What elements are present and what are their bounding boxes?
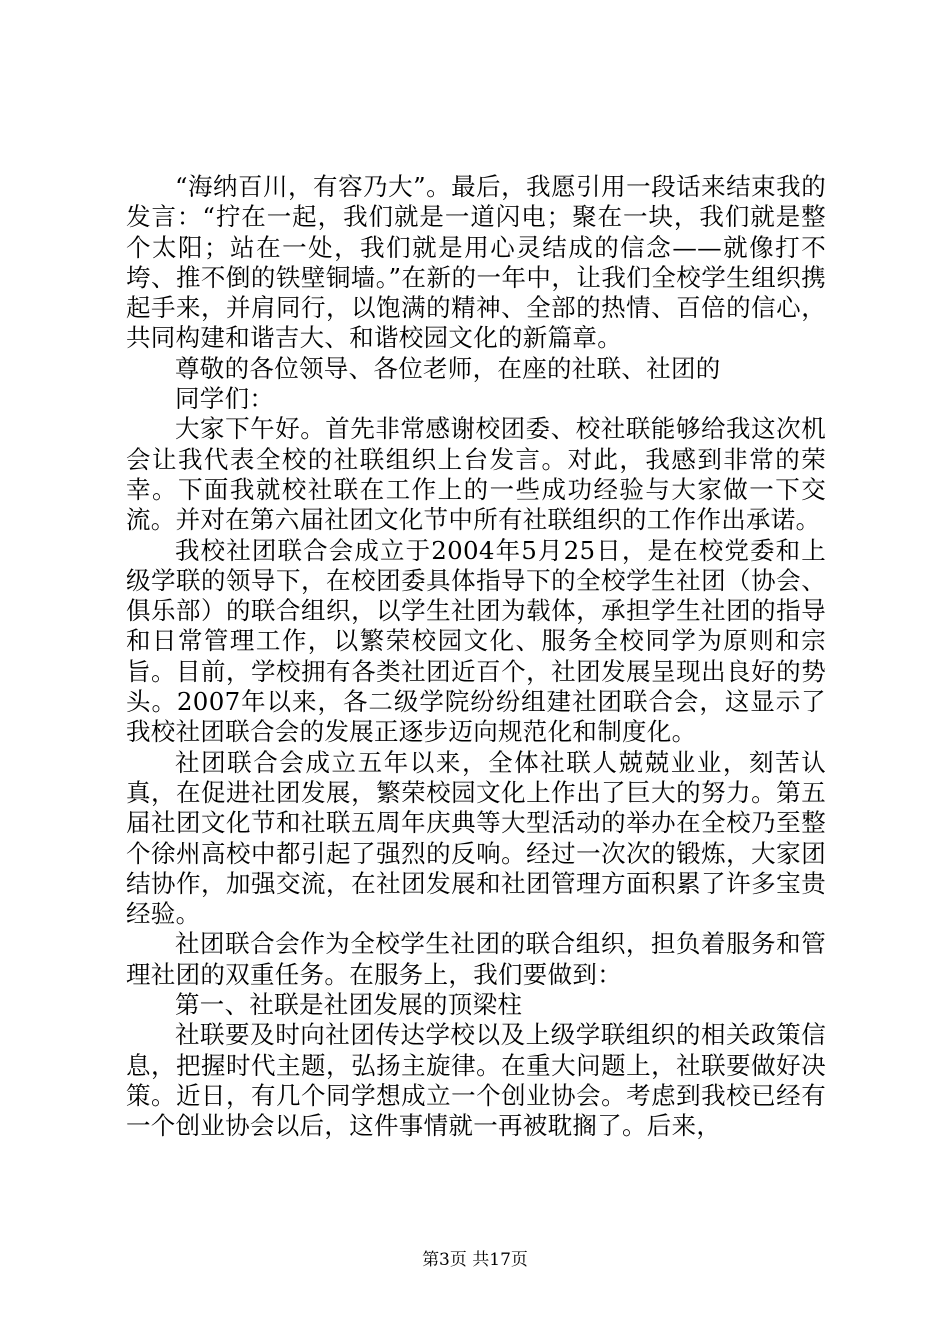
- document-body: [126, 172, 826, 1142]
- page-number-footer: 第3页 共17页: [422, 1250, 528, 1270]
- section-heading-first: 第一、社联是社团发展的顶梁柱: [175, 990, 523, 1020]
- paragraph-greeting: 大家下午好。首先非常感谢校团委、校社联能够给我这次机会让我代表全校的社联组织上台发言。对此，我感到非常的荣幸。下面我就校社联在工作上的一些成功经验与大家做一下交流。并对在第六届社团文化节中所有社联组织的工作作出承诺。: [126, 414, 826, 535]
- paragraph-achievements: 社团联合会成立五年以来，全体社联人兢兢业业，刻苦认真，在促进社团发展，繁荣校园文化上作出了巨大的努力。第五届社团文化节和社联五周年庆典等大型活动的举办在全校乃至整个徐州高校中都引起了强烈的反响。经过一次次的锻炼，大家团结协作，加强交流，在社团发展和社团管理方面积累了许多宝贵经验。: [126, 747, 826, 929]
- paragraph-salutation: 尊敬的各位领导、各位老师，在座的社联、社团的: [175, 353, 721, 383]
- paragraph-closing-quote: “海纳百川，有容乃大”。最后，我愿引用一段话来结束我的发言：“拧在一起，我们就是一道闪电；聚在一块，我们就是整个太阳；站在一处，我们就是用心灵结成的信念——就像打不垮、推不倒的铁壁铜墙。”在新的一年中，让我们全校学生组织携起手来，并肩同行，以饱满的精神、全部的热情、百倍的信心，共同构建和谐吉大、和谐校园文化的新篇章。: [126, 172, 826, 353]
- paragraph-policy: 社联要及时向社团传达学校以及上级学联组织的相关政策信息，把握时代主题，弘扬主旋律。在重大问题上，社联要做好决策。近日，有几个同学想成立一个创业协会。考虑到我校已经有一个创业协会以后，这件事情就一再被耽搁了。后来，: [126, 1020, 826, 1141]
- paragraph-dual-tasks: 社团联合会作为全校学生社团的联合组织，担负着服务和管理社团的双重任务。在服务上，我们要做到：: [126, 929, 826, 989]
- paragraph-salutation-continued: 同学们：: [175, 384, 275, 414]
- paragraph-founding: 我校社团联合会成立于2004年5月25日，是在校党委和上级学联的领导下，在校团委具体指导下的全校学生社团（协会、俱乐部）的联合组织，以学生社团为载体，承担学生社团的指导和日常管理工作，以繁荣校园文化、服务全校同学为原则和宗旨。目前，学校拥有各类社团近百个，社团发展呈现出良好的势头。2007年以来，各二级学院纷纷组建社团联合会，这显示了我校社团联合会的发展正逐步迈向规范化和制度化。: [126, 535, 826, 747]
